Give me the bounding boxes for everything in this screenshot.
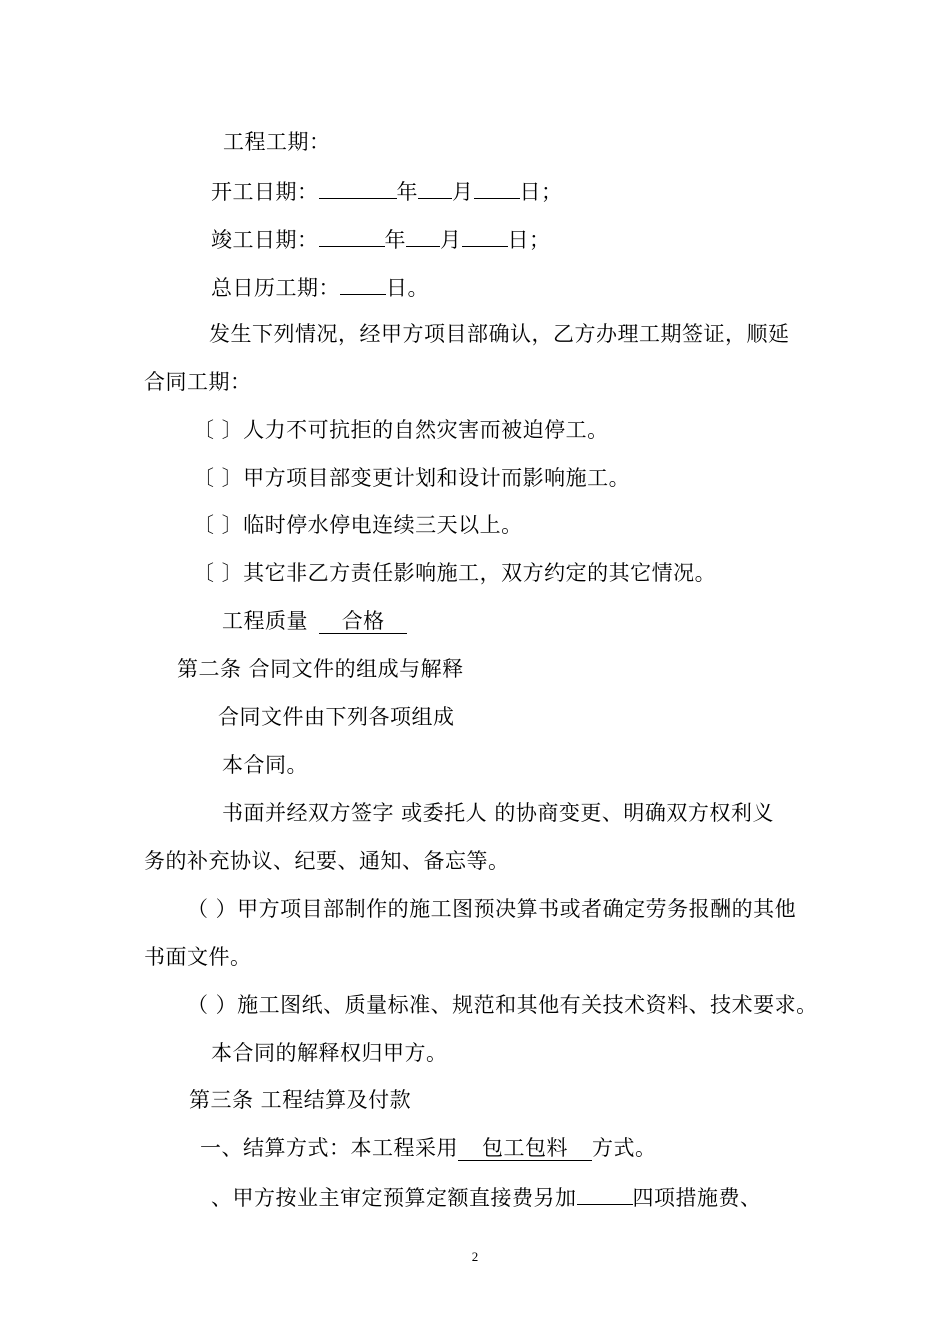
page-number: 2 [471, 1249, 479, 1264]
quality-value[interactable]: 合格 [319, 609, 407, 634]
start-year-blank[interactable] [319, 176, 397, 199]
end-day-label: 日； [507, 228, 551, 252]
duration-title: 工程工期： [223, 130, 331, 154]
end-month-label: 月 [440, 228, 462, 252]
start-date-line [211, 176, 563, 206]
end-date-label: 竣工日期： [211, 228, 319, 252]
settlement-method-line [200, 1134, 657, 1162]
settlement-method-label: 一、结算方式：本工程采用 [200, 1136, 458, 1160]
contract-docs-intro: 合同文件由下列各项组成 [218, 705, 455, 729]
extension-item-plan-change: 〔 〕甲方项目部变更计划和设计而影响施工。 [193, 466, 631, 490]
budget-suffix: 四项措施费、 [632, 1186, 762, 1210]
extension-paragraph-line2: 合同工期： [144, 370, 252, 394]
quality-line [222, 607, 407, 635]
start-day-label: 日； [519, 180, 563, 204]
start-year-label: 年 [396, 180, 418, 204]
contract-doc-written-line1: 书面并经双方签字 或委托人 的协商变更、明确双方权利义 [222, 801, 774, 825]
contract-doc-this: 本合同。 [222, 753, 308, 777]
total-duration-line [211, 272, 429, 302]
start-month-label: 月 [452, 180, 474, 204]
end-month-blank[interactable] [406, 224, 440, 247]
quality-label: 工程质量 [222, 609, 308, 633]
start-day-blank[interactable] [474, 176, 520, 199]
total-days-label: 日。 [386, 276, 429, 300]
budget-line [211, 1182, 762, 1212]
budget-prefix: 、甲方按业主审定预算定额直接费另加 [211, 1186, 577, 1210]
end-day-blank[interactable] [462, 224, 508, 247]
end-year-blank[interactable] [319, 224, 385, 247]
extension-item-outage: 〔 〕临时停水停电连续三天以上。 [193, 513, 523, 537]
total-days-blank[interactable] [340, 272, 386, 295]
budget-blank[interactable] [577, 1182, 633, 1205]
article3-title: 第三条 工程结算及付款 [189, 1088, 412, 1112]
start-date-label: 开工日期： [211, 180, 319, 204]
contract-doc-drawings: （ ）施工图纸、质量标准、规范和其他有关技术资料、技术要求。 [187, 993, 818, 1017]
extension-item-disaster: 〔 〕人力不可抗拒的自然灾害而被迫停工。 [193, 418, 609, 442]
contract-doc-written-line2: 务的补充协议、纪要、通知、备忘等。 [144, 849, 510, 873]
end-year-label: 年 [384, 228, 406, 252]
settlement-method-suffix: 方式。 [592, 1136, 657, 1160]
contract-doc-budget-line1: （ ）甲方项目部制作的施工图预决算书或者确定劳务报酬的其他 [187, 897, 797, 921]
interpretation-clause: 本合同的解释权归甲方。 [211, 1041, 448, 1065]
contract-doc-budget-line2: 书面文件。 [144, 945, 252, 969]
total-duration-label: 总日历工期： [211, 276, 340, 300]
start-month-blank[interactable] [418, 176, 452, 199]
extension-paragraph-line1: 发生下列情况，经甲方项目部确认，乙方办理工期签证，顺延 [209, 322, 790, 346]
settlement-method-value[interactable]: 包工包料 [458, 1136, 592, 1161]
end-date-line [211, 224, 551, 254]
article2-title: 第二条 合同文件的组成与解释 [177, 657, 464, 681]
extension-item-other: 〔 〕其它非乙方责任影响施工，双方约定的其它情况。 [193, 561, 717, 585]
